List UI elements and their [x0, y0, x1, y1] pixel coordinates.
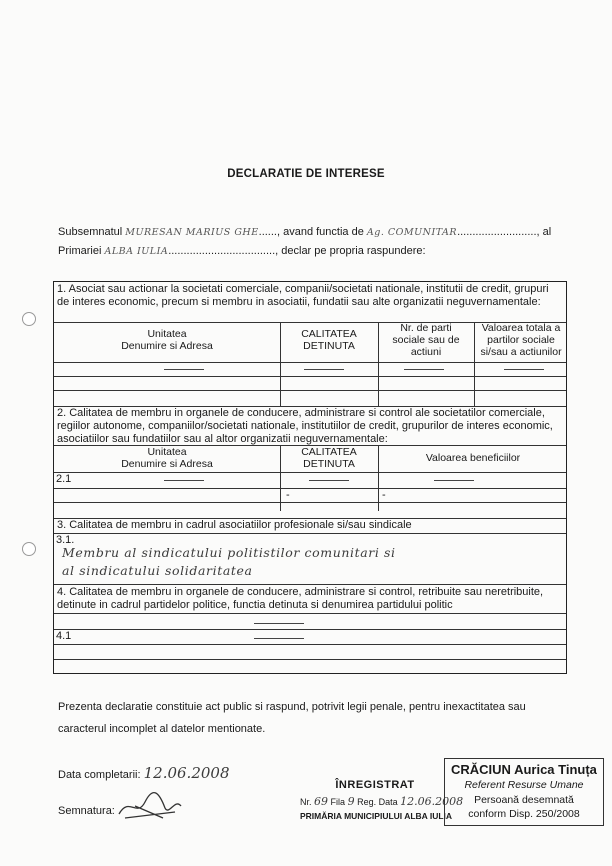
stamp-line-4: conform Disp. 250/2008 [468, 808, 580, 820]
registered-label: ÎNREGISTRAT [335, 779, 415, 791]
section-1-text: 1. Asociat sau actionar la societati comerciale, companii/societati nationale, institutii de credit, grupuri de interes economic, precum si membru in asociatii, fundatii sau alte organizatii neguvernamentale: [57, 283, 549, 308]
primaria-value: ALBA IULIA [104, 246, 169, 257]
functia-value: Ag. COMUNITAR [366, 227, 458, 238]
page-title: DECLARATIE DE INTERESE [227, 168, 385, 180]
section-4-text: 4. Calitatea de membru in organele de conducere, administrare si control, retribuite sau neretribuite, detinute in cadrul partidelor politice, functia detinuta si denumirea partidului politic [57, 586, 544, 611]
signature-label: Semnatura: [58, 805, 115, 817]
avand-label: ......, avand functia de [258, 226, 364, 238]
s3-row-label: 3.1. [56, 534, 75, 546]
registration-numbers: Nr. 69 Fila 9 Reg. Data 12.06.2008 [300, 795, 464, 808]
s2-dash-calitatea: - [286, 489, 290, 501]
s3-handwritten-line-1: Membru al sindicatului politistilor comunitari si [62, 545, 396, 560]
s2-col-unitatea: Unitatea Denumire si Adresa [121, 446, 213, 470]
name-value: MURESAN MARIUS GHE [125, 227, 259, 238]
s2-row-label: 2.1 [56, 473, 72, 485]
date-value: 12.06.2008 [143, 764, 230, 782]
stamp-line-3: Persoană desemnată [474, 794, 574, 806]
reg-nr-value: 69 [314, 795, 329, 808]
signature-scribble [115, 788, 185, 822]
s2-col-valoarea: Valoarea beneficiilor [425, 452, 521, 464]
primariei-label: Primariei [58, 245, 102, 257]
date-row [58, 764, 230, 782]
s1-col-valoarea: Valoarea totala a partilor sociale si/sau a actiunilor [480, 322, 562, 358]
date-label: Data completarii: [58, 769, 141, 781]
section-2-text: 2. Calitatea de membru in organele de conducere, administrare si control ale societatilor comerciale, regiilor autonome, companiilor/societati nationale, institutiilor de credit, grupurilor de interes economic, asociatiilor sau fundatiilor sau al altor organizatii neguvernamentale: [57, 407, 553, 445]
s1-col-calitatea: CALITATEA DETINUTA [301, 328, 357, 352]
fila-value: 9 [347, 795, 355, 808]
s2-dash-valoarea: - [382, 489, 386, 501]
declar-label: ..................................., declar pe propria raspundere: [168, 245, 426, 257]
closing-line-1: Prezenta declaratie constituie act public si raspund, potrivit legii penale, pentru inexactitatea sau [58, 701, 526, 713]
s4-row-label: 4.1 [56, 630, 72, 642]
stamp-role: Referent Resurse Umane [464, 779, 584, 791]
punch-hole [22, 312, 36, 326]
section-3-text: 3. Calitatea de membru in cadrul asociatiilor profesionale si/sau sindicale [57, 519, 412, 531]
reg-date-value: 12.06.2008 [400, 795, 464, 808]
hr-stamp [444, 758, 604, 826]
punch-hole [22, 542, 36, 556]
intro-line-1 [58, 226, 551, 238]
subsemnatul-label: Subsemnatul [58, 226, 123, 238]
al-label: .........................., al [457, 226, 552, 238]
stamp-name: CRĂCIUN Aurica Tinuța [451, 762, 597, 777]
intro-line-2 [58, 245, 426, 257]
primaria-label: PRIMĂRIA MUNICIPIULUI ALBA IULIA [300, 811, 453, 821]
declaration-table [53, 281, 567, 674]
s1-col-unitatea: Unitatea Denumire si Adresa [121, 328, 213, 352]
s3-handwritten-line-2: al sindicatului solidaritatea [62, 563, 253, 578]
closing-line-2: caracterul incomplet al datelor mentionate. [58, 723, 266, 735]
registration-stamp [300, 779, 464, 821]
s1-col-nr-parti: Nr. de parti sociale sau de actiuni [392, 322, 460, 358]
s2-col-calitatea: CALITATEA DETINUTA [301, 446, 357, 470]
